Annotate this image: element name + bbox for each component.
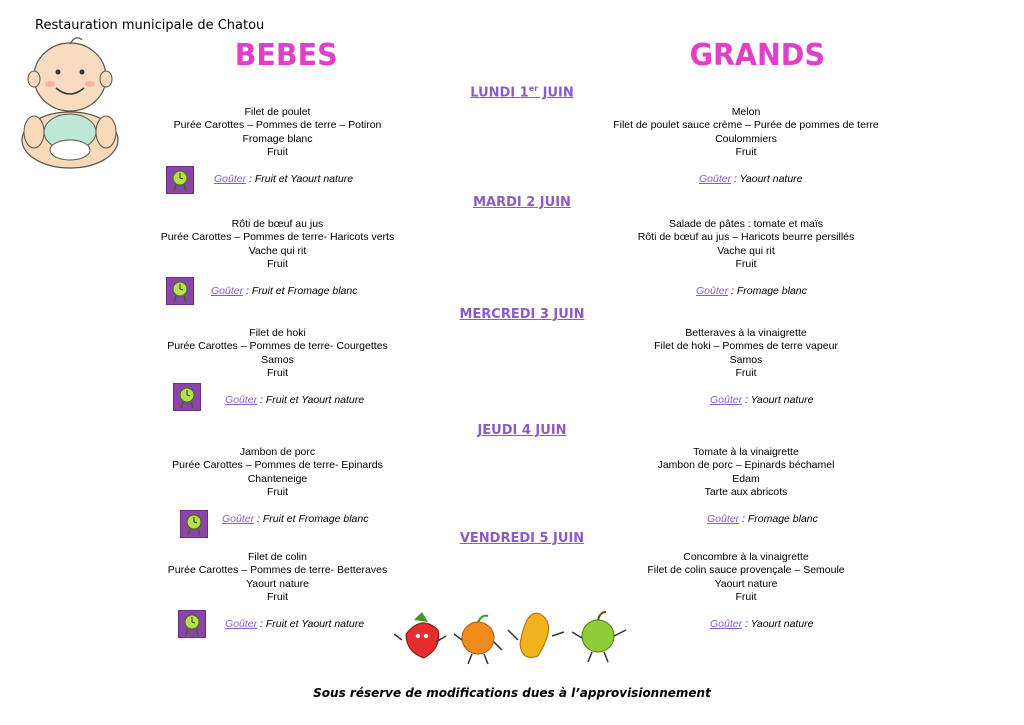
menu-item: Fruit bbox=[735, 258, 757, 271]
day-label: LUNDI 1 bbox=[470, 85, 529, 101]
menu-item: Jambon de porc – Epinards béchamel bbox=[657, 459, 835, 472]
grands-gouter-monday bbox=[699, 173, 803, 185]
menu-item: Fruit bbox=[735, 367, 757, 380]
menu-item: Fruit bbox=[267, 367, 288, 380]
menu-item: Filet de colin sauce provençale – Semoule bbox=[647, 564, 845, 577]
gouter-label: Goûter bbox=[225, 394, 258, 406]
menu-item: Salade de pâtes : tomate et maïs bbox=[668, 218, 824, 230]
menu-item: Vache qui rit bbox=[717, 244, 775, 257]
menu-item: Fruit bbox=[267, 146, 288, 159]
dancing-fruits-illustration bbox=[392, 606, 646, 666]
menu-item: Melon bbox=[731, 106, 761, 118]
day-heading-thursday bbox=[0, 423, 1024, 438]
day-label-sup: er bbox=[528, 84, 539, 93]
day-heading-monday bbox=[0, 84, 1024, 100]
gouter-label: Goûter bbox=[211, 285, 244, 297]
gouter-text: : Fruit et Fromage blanc bbox=[254, 513, 369, 525]
menu-item: Edam bbox=[732, 472, 760, 485]
bebes-gouter-friday bbox=[225, 618, 364, 630]
gouter-text: : Yaourt nature bbox=[742, 618, 814, 630]
bebes-menu-tuesday bbox=[140, 218, 415, 272]
menu-item: Fromage blanc bbox=[242, 132, 313, 145]
menu-item: Purée Carottes – Pommes de terre- Epinards bbox=[172, 459, 383, 472]
menu-item: Filet de poulet bbox=[244, 106, 311, 118]
grands-title: GRANDS bbox=[689, 38, 825, 73]
menu-item: Filet de colin bbox=[248, 551, 307, 563]
day-heading-friday bbox=[0, 531, 1024, 546]
menu-item: Filet de hoki – Pommes de terre vapeur bbox=[654, 340, 838, 353]
gouter-text: : Fruit et Yaourt nature bbox=[257, 394, 365, 406]
menu-item: Tomate à la vinaigrette bbox=[693, 446, 799, 458]
menu-item: Betteraves à la vinaigrette bbox=[685, 327, 807, 339]
menu-item: Fruit bbox=[267, 591, 288, 604]
menu-item: Purée Carottes – Pommes de terre- Betteraves bbox=[167, 564, 388, 577]
gouter-label: Goûter bbox=[699, 173, 732, 185]
menu-item: Filet de poulet sauce crème – Purée de pommes de terre bbox=[613, 119, 879, 132]
day-label: MERCREDI 3 JUIN bbox=[459, 307, 585, 322]
clock-snack-icon bbox=[178, 610, 206, 638]
menu-item: Chanteneige bbox=[247, 472, 308, 485]
menu-item: Yaourt nature bbox=[246, 577, 309, 590]
clock-snack-icon bbox=[173, 383, 201, 411]
menu-item: Fruit bbox=[735, 146, 757, 159]
bebes-gouter-tuesday bbox=[211, 285, 358, 297]
grands-menu-tuesday bbox=[600, 218, 892, 272]
day-label-end: JUIN bbox=[538, 85, 574, 101]
bebes-title: BEBES bbox=[234, 38, 338, 73]
clock-snack-icon bbox=[166, 277, 194, 305]
menu-item: Filet de hoki bbox=[249, 327, 306, 339]
day-label: MARDI 2 JUIN bbox=[473, 195, 571, 210]
menu-item: Purée Carottes – Pommes de terre- Haricots verts bbox=[160, 231, 395, 244]
day-heading-tuesday bbox=[0, 195, 1024, 210]
gouter-label: Goûter bbox=[222, 513, 255, 525]
gouter-text: : Fruit et Yaourt nature bbox=[257, 618, 365, 630]
footer-note: Sous réserve de modifications dues à l’approvisionnement bbox=[313, 686, 711, 700]
gouter-text: : Yaourt nature bbox=[742, 394, 814, 406]
gouter-label: Goûter bbox=[710, 618, 743, 630]
gouter-text: : Fromage blanc bbox=[739, 513, 818, 525]
bebes-menu-wednesday bbox=[140, 327, 415, 381]
menu-item: Purée Carottes – Pommes de terre – Potiron bbox=[173, 119, 382, 132]
menu-item: Samos bbox=[729, 353, 763, 366]
menu-item: Fruit bbox=[735, 591, 757, 604]
menu-item: Fruit bbox=[267, 486, 288, 499]
gouter-text: : Fromage blanc bbox=[728, 285, 807, 297]
bebes-menu-friday bbox=[140, 551, 415, 605]
menu-item: Jambon de porc bbox=[239, 446, 316, 458]
grands-menu-friday bbox=[600, 551, 892, 605]
menu-item: Purée Carottes – Pommes de terre- Courgettes bbox=[167, 340, 388, 353]
menu-item: Vache qui rit bbox=[248, 244, 307, 257]
bebes-menu-monday bbox=[140, 106, 415, 160]
menu-item: Fruit bbox=[267, 258, 288, 271]
gouter-text: : Fruit et Yaourt nature bbox=[246, 173, 354, 185]
menu-item: Rôti de bœuf au jus bbox=[231, 218, 324, 230]
day-heading-wednesday bbox=[0, 307, 1024, 322]
day-label: JEUDI 4 JUIN bbox=[477, 423, 567, 438]
organization-name: Restauration municipale de Chatou bbox=[35, 18, 265, 33]
grands-gouter-tuesday bbox=[696, 285, 807, 297]
gouter-label: Goûter bbox=[225, 618, 258, 630]
gouter-text: : Yaourt nature bbox=[731, 173, 803, 185]
gouter-label: Goûter bbox=[696, 285, 729, 297]
menu-item: Concombre à la vinaigrette bbox=[683, 551, 809, 563]
grands-gouter-thursday bbox=[707, 513, 818, 525]
gouter-label: Goûter bbox=[214, 173, 247, 185]
bebes-menu-thursday bbox=[140, 446, 415, 500]
grands-gouter-friday bbox=[710, 618, 814, 630]
gouter-label: Goûter bbox=[710, 394, 743, 406]
clock-snack-icon bbox=[166, 166, 194, 194]
grands-menu-monday bbox=[600, 106, 892, 160]
grands-menu-wednesday bbox=[600, 327, 892, 381]
menu-item: Rôti de bœuf au jus – Haricots beurre persillés bbox=[637, 231, 855, 244]
bebes-gouter-thursday bbox=[222, 513, 369, 525]
menu-item: Yaourt nature bbox=[714, 577, 778, 590]
gouter-label: Goûter bbox=[707, 513, 740, 525]
menu-item: Tarte aux abricots bbox=[704, 486, 788, 499]
bebes-gouter-wednesday bbox=[225, 394, 364, 406]
day-label: VENDREDI 5 JUIN bbox=[459, 531, 585, 546]
grands-menu-thursday bbox=[600, 446, 892, 500]
grands-gouter-wednesday bbox=[710, 394, 814, 406]
gouter-text: : Fruit et Fromage blanc bbox=[243, 285, 358, 297]
bebes-gouter-monday bbox=[214, 173, 353, 185]
menu-item: Coulommiers bbox=[715, 132, 777, 145]
menu-item: Samos bbox=[261, 353, 294, 366]
baby-illustration bbox=[14, 32, 126, 174]
